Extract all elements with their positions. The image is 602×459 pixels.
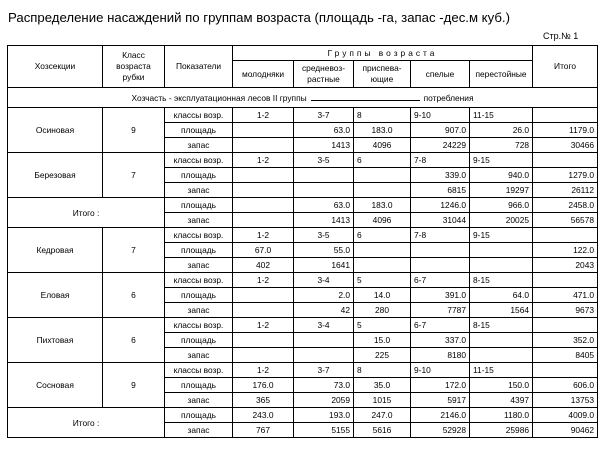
section-row <box>8 88 598 108</box>
cell-maturing <box>354 243 411 258</box>
header-young: молодняки <box>233 61 294 88</box>
table-row <box>8 153 598 168</box>
table-body <box>8 108 598 438</box>
age-class-value: 7 <box>103 153 165 198</box>
cell-middle <box>294 333 354 348</box>
cell-middle <box>294 168 354 183</box>
cell-middle: 63.0 <box>294 123 354 138</box>
cell-mature <box>411 243 470 258</box>
cell-maturing: 6 <box>354 153 411 168</box>
cell-mature: 2146.0 <box>411 408 470 423</box>
cell-maturing: 1015 <box>354 393 411 408</box>
table-row <box>8 408 598 423</box>
cell-middle: 55.0 <box>294 243 354 258</box>
cell-maturing: 247.0 <box>354 408 411 423</box>
cell-maturing <box>354 168 411 183</box>
cell-young: 176.0 <box>233 378 294 393</box>
cell-young <box>233 138 294 153</box>
table-row <box>8 318 598 333</box>
cell-young <box>233 303 294 318</box>
header-maturing: приспева-ющие <box>354 61 411 88</box>
cell-mature: 6-7 <box>411 318 470 333</box>
cell-overmature: 728 <box>470 138 533 153</box>
hozsection-name: Еловая <box>8 273 103 318</box>
header-indicators: Показатели <box>165 46 233 88</box>
cell-total: 2043 <box>533 258 598 273</box>
cell-middle <box>294 348 354 363</box>
table-row <box>8 108 598 123</box>
cell-young: 1-2 <box>233 153 294 168</box>
cell-total <box>533 153 598 168</box>
cell-total: 1179.0 <box>533 123 598 138</box>
age-class-value: 6 <box>103 318 165 363</box>
header-overmature: перестойные <box>470 61 533 88</box>
section-suffix: потребления <box>423 93 474 103</box>
cell-total: 352.0 <box>533 333 598 348</box>
cell-young: 402 <box>233 258 294 273</box>
indicator-label: площадь <box>165 198 233 213</box>
cell-young <box>233 213 294 228</box>
indicator-label: классы возр. <box>165 108 233 123</box>
cell-maturing: 280 <box>354 303 411 318</box>
age-class-value: 6 <box>103 273 165 318</box>
indicator-label: площадь <box>165 333 233 348</box>
cell-maturing: 35.0 <box>354 378 411 393</box>
cell-young: 365 <box>233 393 294 408</box>
cell-mature: 52928 <box>411 423 470 438</box>
cell-young <box>233 288 294 303</box>
cell-maturing: 15.0 <box>354 333 411 348</box>
section-prefix: Хозчасть - эксплуатационная лесов II группы <box>131 93 307 103</box>
cell-overmature: 26.0 <box>470 123 533 138</box>
header-middle: средневоз-растные <box>294 61 354 88</box>
age-class-value: 9 <box>103 108 165 153</box>
cell-young <box>233 168 294 183</box>
cell-total <box>533 228 598 243</box>
cell-young <box>233 333 294 348</box>
cell-middle: 5155 <box>294 423 354 438</box>
hozsection-name: Сосновая <box>8 363 103 408</box>
cell-overmature: 19297 <box>470 183 533 198</box>
header-row-1 <box>8 46 598 61</box>
cell-young: 67.0 <box>233 243 294 258</box>
indicator-label: площадь <box>165 123 233 138</box>
cell-total: 1279.0 <box>533 168 598 183</box>
hozsection-name: Итого : <box>8 198 165 228</box>
cell-maturing: 183.0 <box>354 198 411 213</box>
cell-middle: 1413 <box>294 138 354 153</box>
cell-middle: 73.0 <box>294 378 354 393</box>
indicator-label: запас <box>165 258 233 273</box>
cell-middle: 63.0 <box>294 198 354 213</box>
cell-overmature: 8-15 <box>470 273 533 288</box>
cell-middle <box>294 183 354 198</box>
cell-mature: 5917 <box>411 393 470 408</box>
table-row <box>8 228 598 243</box>
cell-young <box>233 348 294 363</box>
cell-total: 30466 <box>533 138 598 153</box>
cell-young: 1-2 <box>233 318 294 333</box>
cell-overmature: 150.0 <box>470 378 533 393</box>
section-caption <box>8 88 598 108</box>
cell-overmature: 64.0 <box>470 288 533 303</box>
indicator-label: площадь <box>165 288 233 303</box>
indicator-label: запас <box>165 213 233 228</box>
indicator-label: запас <box>165 348 233 363</box>
cell-total <box>533 273 598 288</box>
cell-middle: 3-7 <box>294 108 354 123</box>
cell-middle: 42 <box>294 303 354 318</box>
cell-maturing: 4096 <box>354 138 411 153</box>
cell-total: 9673 <box>533 303 598 318</box>
header-age-groups: Группы возраста <box>233 46 533 61</box>
cell-total: 8405 <box>533 348 598 363</box>
section-blank-line <box>311 91 420 101</box>
header-mature: спелые <box>411 61 470 88</box>
cell-middle: 3-4 <box>294 273 354 288</box>
table-row <box>8 363 598 378</box>
indicator-label: запас <box>165 303 233 318</box>
cell-total: 13753 <box>533 393 598 408</box>
cell-middle: 3-5 <box>294 228 354 243</box>
indicator-label: запас <box>165 183 233 198</box>
cell-maturing: 183.0 <box>354 123 411 138</box>
cell-mature: 9-10 <box>411 108 470 123</box>
indicator-label: классы возр. <box>165 153 233 168</box>
cell-overmature: 1180.0 <box>470 408 533 423</box>
cell-overmature <box>470 333 533 348</box>
cell-maturing <box>354 183 411 198</box>
indicator-label: классы возр. <box>165 273 233 288</box>
cell-total: 26112 <box>533 183 598 198</box>
cell-overmature: 11-15 <box>470 108 533 123</box>
indicator-label: площадь <box>165 243 233 258</box>
age-group-table <box>7 45 598 438</box>
cell-maturing: 5 <box>354 318 411 333</box>
indicator-label: классы возр. <box>165 363 233 378</box>
cell-mature: 7-8 <box>411 153 470 168</box>
cell-total: 606.0 <box>533 378 598 393</box>
cell-total: 56578 <box>533 213 598 228</box>
cell-overmature <box>470 348 533 363</box>
hozsection-name: Итого : <box>8 408 165 438</box>
cell-maturing: 225 <box>354 348 411 363</box>
cell-middle: 2.0 <box>294 288 354 303</box>
indicator-label: классы возр. <box>165 228 233 243</box>
cell-overmature: 940.0 <box>470 168 533 183</box>
indicator-label: площадь <box>165 168 233 183</box>
cell-maturing: 6 <box>354 228 411 243</box>
cell-overmature: 9-15 <box>470 228 533 243</box>
cell-overmature: 20025 <box>470 213 533 228</box>
report-title: Распределение насаждений по группам возраста (площадь -га, запас -дес.м куб.) <box>8 10 510 25</box>
cell-young: 1-2 <box>233 108 294 123</box>
indicator-label: запас <box>165 138 233 153</box>
cell-young <box>233 183 294 198</box>
cell-mature <box>411 258 470 273</box>
cell-overmature: 25986 <box>470 423 533 438</box>
cell-overmature: 8-15 <box>470 318 533 333</box>
cell-young: 1-2 <box>233 363 294 378</box>
cell-mature: 9-10 <box>411 363 470 378</box>
cell-overmature: 9-15 <box>470 153 533 168</box>
cell-total: 90462 <box>533 423 598 438</box>
cell-mature: 337.0 <box>411 333 470 348</box>
cell-young: 1-2 <box>233 273 294 288</box>
cell-total: 122.0 <box>533 243 598 258</box>
cell-total <box>533 318 598 333</box>
cell-overmature: 4397 <box>470 393 533 408</box>
cell-overmature: 1564 <box>470 303 533 318</box>
age-class-value: 7 <box>103 228 165 273</box>
indicator-label: классы возр. <box>165 318 233 333</box>
hozsection-name: Березовая <box>8 153 103 198</box>
cell-mature: 6815 <box>411 183 470 198</box>
indicator-label: запас <box>165 393 233 408</box>
indicator-label: площадь <box>165 408 233 423</box>
cell-mature: 391.0 <box>411 288 470 303</box>
hozsection-name: Кедровая <box>8 228 103 273</box>
cell-mature: 907.0 <box>411 123 470 138</box>
cell-total <box>533 108 598 123</box>
cell-mature: 1246.0 <box>411 198 470 213</box>
cell-maturing <box>354 258 411 273</box>
cell-overmature: 966.0 <box>470 198 533 213</box>
cell-mature: 8180 <box>411 348 470 363</box>
header-hozsection: Хозсекции <box>8 46 103 88</box>
cell-middle: 3-7 <box>294 363 354 378</box>
cell-maturing: 14.0 <box>354 288 411 303</box>
cell-mature: 339.0 <box>411 168 470 183</box>
cell-mature: 6-7 <box>411 273 470 288</box>
header-age-class: Класс возраста рубки <box>103 46 165 88</box>
cell-mature: 7787 <box>411 303 470 318</box>
cell-mature: 7-8 <box>411 228 470 243</box>
cell-overmature <box>470 243 533 258</box>
cell-young: 767 <box>233 423 294 438</box>
cell-maturing: 4096 <box>354 213 411 228</box>
cell-young: 243.0 <box>233 408 294 423</box>
age-class-value: 9 <box>103 363 165 408</box>
hozsection-name: Осиновая <box>8 108 103 153</box>
cell-maturing: 5616 <box>354 423 411 438</box>
cell-total: 471.0 <box>533 288 598 303</box>
header-total: Итого <box>533 46 598 88</box>
cell-middle: 1641 <box>294 258 354 273</box>
cell-young <box>233 198 294 213</box>
cell-middle: 3-4 <box>294 318 354 333</box>
cell-young <box>233 123 294 138</box>
indicator-label: запас <box>165 423 233 438</box>
cell-middle: 1413 <box>294 213 354 228</box>
cell-mature: 31044 <box>411 213 470 228</box>
cell-total: 4009.0 <box>533 408 598 423</box>
cell-middle: 193.0 <box>294 408 354 423</box>
cell-mature: 172.0 <box>411 378 470 393</box>
page-number: Стр.№ 1 <box>543 31 579 41</box>
indicator-label: площадь <box>165 378 233 393</box>
table-row <box>8 273 598 288</box>
table-row <box>8 198 598 213</box>
cell-maturing: 8 <box>354 363 411 378</box>
cell-young: 1-2 <box>233 228 294 243</box>
cell-overmature <box>470 258 533 273</box>
cell-total: 2458.0 <box>533 198 598 213</box>
cell-middle: 3-5 <box>294 153 354 168</box>
cell-maturing: 8 <box>354 108 411 123</box>
hozsection-name: Пихтовая <box>8 318 103 363</box>
cell-mature: 24229 <box>411 138 470 153</box>
cell-middle: 2059 <box>294 393 354 408</box>
cell-total <box>533 363 598 378</box>
cell-overmature: 11-15 <box>470 363 533 378</box>
cell-maturing: 5 <box>354 273 411 288</box>
